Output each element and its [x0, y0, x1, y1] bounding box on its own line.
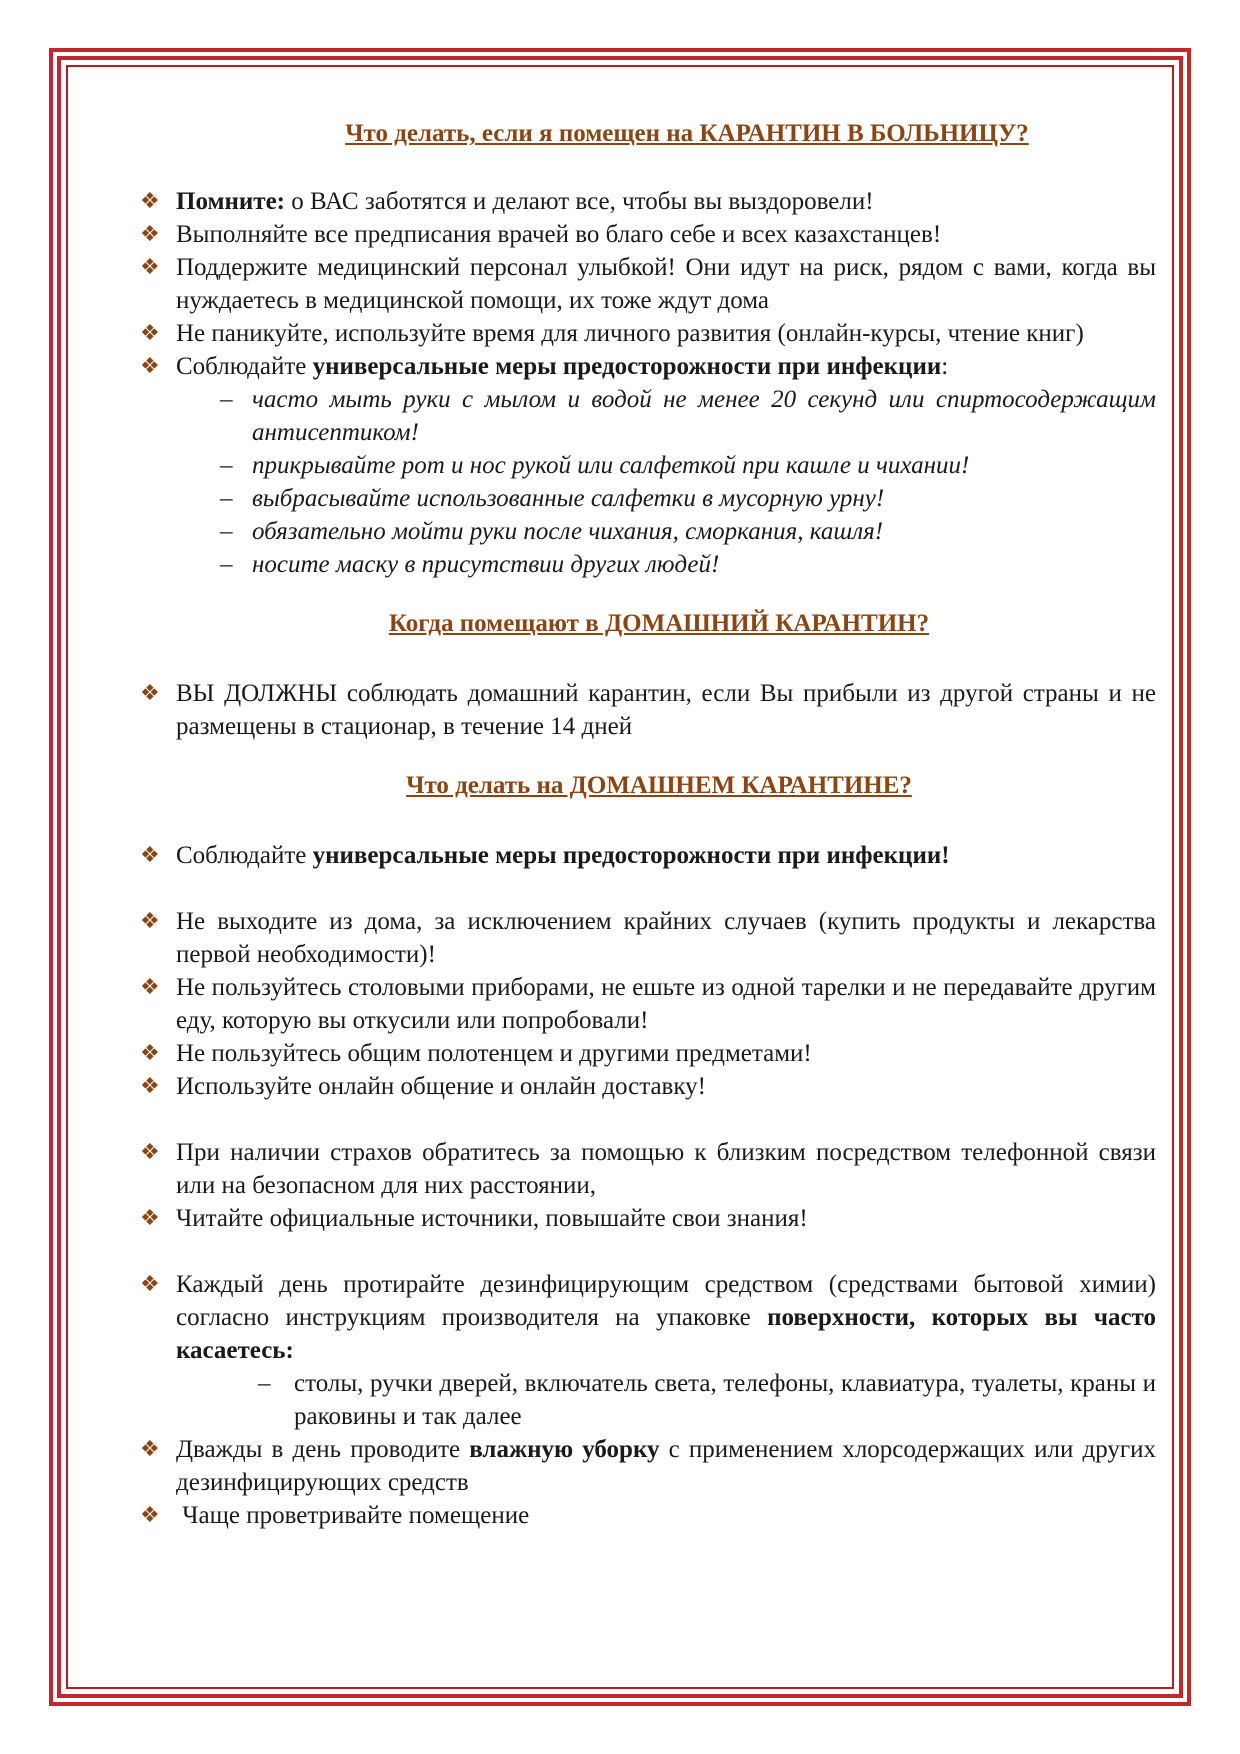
item-text: Читайте официальные источники, повышайте свои знания! — [176, 1205, 808, 1232]
item-text: Чаще проветривайте помещение — [176, 1502, 530, 1529]
dash-bullet: – — [220, 518, 233, 545]
list-item — [140, 350, 1156, 383]
diamond-bullet-icon: ❖ — [140, 1074, 160, 1099]
diamond-bullet-icon: ❖ — [140, 843, 160, 868]
section3-heading: Что делать на ДОМАШНЕМ КАРАНТИНЕ? — [406, 772, 912, 799]
bold-text: универсальные меры предосторожности при инфекции! — [312, 842, 950, 869]
bold-text: влажную уборку — [469, 1436, 660, 1463]
list-item — [140, 839, 1156, 872]
item-text: При наличии страхов обратитесь за помощью к близким посредством телефонной связи или на безопасном для них расстоянии, — [176, 1139, 1156, 1199]
list-item — [140, 1433, 1156, 1499]
diamond-bullet-icon: ❖ — [140, 255, 160, 280]
dash-bullet: – — [220, 551, 233, 578]
sublist-item: – прикрывайте рот и нос рукой или салфеткой при кашле и чихании! — [140, 449, 1156, 482]
sublist-item: – выбрасывайте использованные салфетки в мусорную урну! — [140, 482, 1156, 515]
sublist-item: – обязательно мойти руки после чихания, сморкания, кашля! — [140, 515, 1156, 548]
item-text: : — [941, 353, 949, 380]
list-item — [140, 1070, 1156, 1103]
diamond-bullet-icon: ❖ — [140, 1140, 160, 1165]
section3-list-continued — [140, 1433, 1156, 1532]
diamond-bullet-icon: ❖ — [140, 1272, 160, 1297]
section3-list — [140, 839, 1156, 1367]
diamond-bullet-icon: ❖ — [140, 681, 160, 706]
item-text: Соблюдайте — [176, 842, 313, 869]
diamond-bullet-icon: ❖ — [140, 909, 160, 934]
list-item — [140, 1037, 1156, 1070]
list-item — [140, 971, 1156, 1037]
bold-text: Помните: — [176, 188, 286, 215]
bold-text: универсальные меры предосторожности при инфекции — [312, 353, 942, 380]
sublist-item: – носите маску в присутствии других людей! — [140, 548, 1156, 581]
diamond-bullet-icon: ❖ — [140, 189, 160, 214]
item-text: Дважды в день проводите — [176, 1436, 470, 1463]
bold-text: поверхности, которых вы часто касаетесь: — [176, 1304, 1156, 1364]
item-text: с применением хлорсодержащих или других дезинфицирующих средств — [176, 1436, 1156, 1496]
item-text: Выполняйте все предписания врачей во благо себе и всех казахстанцев! — [176, 221, 942, 248]
spacer — [140, 1103, 1156, 1136]
list-item — [140, 218, 1156, 251]
item-text: Используйте онлайн общение и онлайн доставку! — [176, 1073, 706, 1100]
item-text: Каждый день протирайте дезинфицирующим средством (средствами бытовой химии) согласно инструкциям производителя на упаковке — [176, 1271, 1156, 1331]
precautions-sublist — [140, 383, 1156, 581]
list-item — [140, 185, 1156, 218]
dash-bullet: – — [258, 1370, 271, 1397]
dash-bullet: – — [220, 386, 233, 413]
section2-list — [140, 677, 1156, 743]
item-text: Не пользуйтесь общим полотенцем и другими предметами! — [176, 1040, 812, 1067]
spacer — [140, 1235, 1156, 1268]
item-text: о ВАС заботятся и делают все, чтобы вы выздоровели! — [285, 188, 874, 215]
sublist-item: – столы, ручки дверей, включатель света, телефоны, клавиатура, туалеты, краны и раковины и так далее — [140, 1367, 1156, 1433]
diamond-bullet-icon: ❖ — [140, 321, 160, 346]
list-item — [140, 317, 1156, 350]
item-text: Поддержите медицинский персонал улыбкой! Они идут на риск, рядом с вами, когда вы нуждаетесь в медицинской помощи, их тоже ждут дома — [176, 254, 1156, 314]
diamond-bullet-icon: ❖ — [140, 354, 160, 379]
item-text: Не выходите из дома, за исключением крайних случаев (купить продукты и лекарства первой необходимости)! — [176, 908, 1156, 968]
document-body — [140, 117, 1156, 1532]
diamond-bullet-icon: ❖ — [140, 222, 160, 247]
dash-bullet: – — [220, 452, 233, 479]
diamond-bullet-icon: ❖ — [140, 1206, 160, 1231]
diamond-bullet-icon: ❖ — [140, 1437, 160, 1462]
section1-list — [140, 185, 1156, 383]
item-text: ВЫ ДОЛЖНЫ соблюдать домашний карантин, если Вы прибыли из другой страны и не размещены в стационар, в течение 14 дней — [176, 680, 1156, 740]
list-item — [140, 1136, 1156, 1202]
list-item — [140, 1268, 1156, 1367]
list-item — [140, 905, 1156, 971]
list-item — [140, 251, 1156, 317]
section1-heading: Что делать, если я помещен на КАРАНТИН В БОЛЬНИЦУ? — [345, 120, 1029, 147]
diamond-bullet-icon: ❖ — [140, 975, 160, 1000]
sublist-item: – часто мыть руки с мылом и водой не менее 20 секунд или спиртосодержащим антисептиком! — [140, 383, 1156, 449]
spacer — [140, 872, 1156, 905]
item-text: Не паникуйте, используйте время для личного развития (онлайн-курсы, чтение книг) — [176, 320, 1084, 347]
list-item — [140, 1499, 1156, 1532]
dash-bullet: – — [220, 485, 233, 512]
list-item — [140, 677, 1156, 743]
section2-heading: Когда помещают в ДОМАШНИЙ КАРАНТИН? — [388, 610, 930, 637]
surfaces-sublist — [140, 1367, 1156, 1433]
item-text: Соблюдайте — [176, 353, 313, 380]
diamond-bullet-icon: ❖ — [140, 1041, 160, 1066]
list-item — [140, 1202, 1156, 1235]
item-text: Не пользуйтесь столовыми приборами, не ешьте из одной тарелки и не передавайте другим еду, которую вы откусили или попробовали! — [176, 974, 1156, 1034]
diamond-bullet-icon: ❖ — [140, 1503, 160, 1528]
